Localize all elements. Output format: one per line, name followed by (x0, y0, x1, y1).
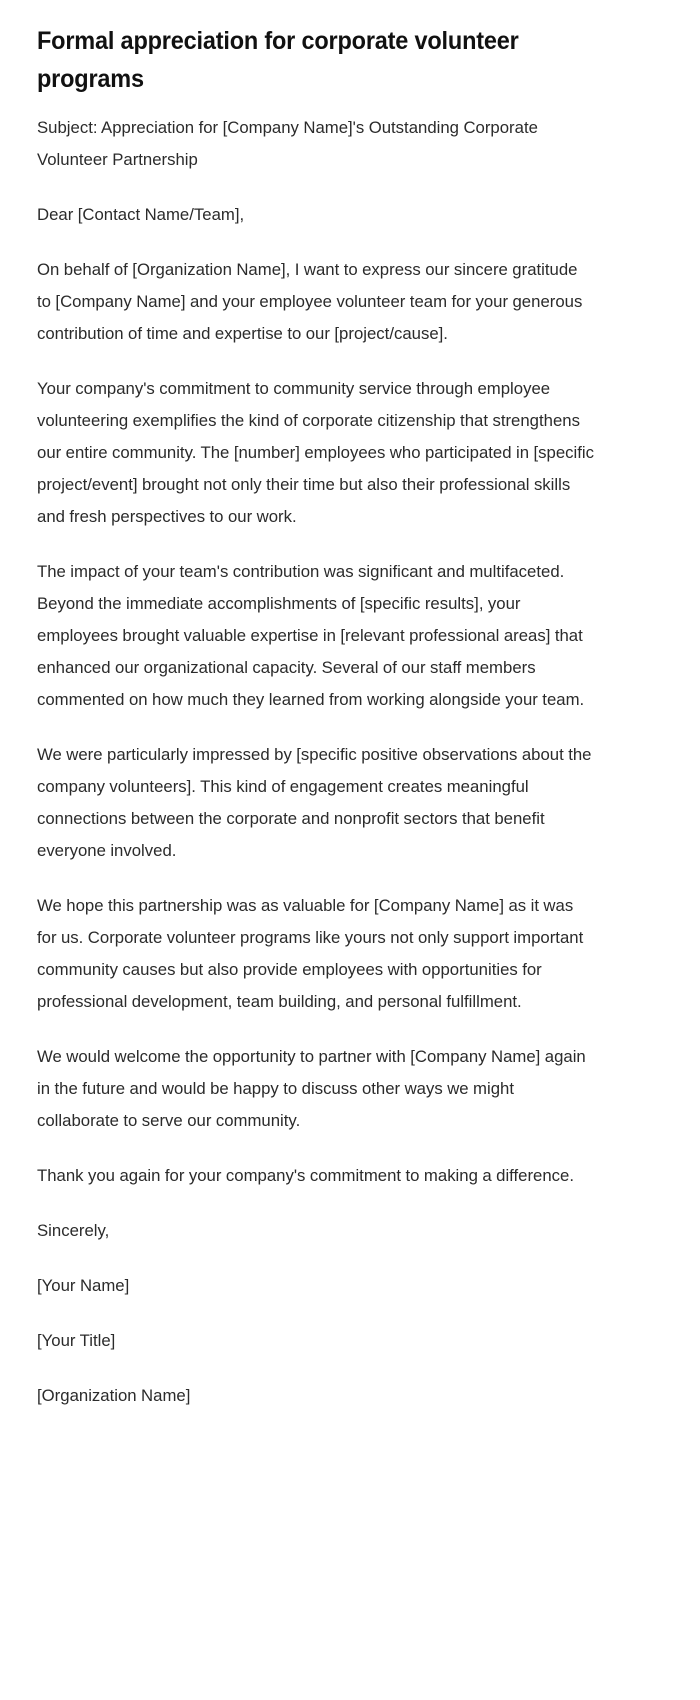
signature-title: [Your Title] (37, 1331, 116, 1350)
body-paragraph-4: We were particularly impressed by [specific positive observations about the company volunteers]. This kind of engagement creates meaningful connections between the corporate and nonprofit sectors that benefit everyone involved. (37, 745, 592, 860)
subject-line: Subject: Appreciation for [Company Name]'s Outstanding Corporate Volunteer Partnership (37, 118, 538, 169)
body-paragraph-6: We would welcome the opportunity to partner with [Company Name] again in the future and would be happy to discuss other ways we might collaborate to serve our community. (37, 1047, 586, 1130)
signature-name: [Your Name] (37, 1276, 130, 1295)
body-paragraph-3: The impact of your team's contribution was significant and multifaceted. Beyond the immediate accomplishments of [specific results], your employees brought valuable expertise in [relevant professional areas] that enhanced our organizational capacity. Several of our staff members commented on how much they learned from working alongside your team. (37, 562, 585, 709)
closing-thanks: Thank you again for your company's commitment to making a difference. (37, 1166, 575, 1185)
body-paragraph-1: On behalf of [Organization Name], I want to express our sincere gratitude to [Company Name] and your employee volunteer team for your generous contribution of time and expertise to our [project/cause]. (37, 260, 583, 343)
page-title: Formal appreciation for corporate volunteer programs (37, 27, 519, 93)
body-paragraph-5: We hope this partnership was as valuable for [Company Name] as it was for us. Corporate volunteer programs like yours not only support important community causes but also provide employees with opportunities for professional development, team building, and personal fulfillment. (37, 896, 584, 1011)
salutation: Dear [Contact Name/Team], (37, 205, 245, 224)
body-paragraph-2: Your company's commitment to community service through employee volunteering exemplifies the kind of corporate citizenship that strengthens our entire community. The [number] employees who participated in [specific project/event] brought not only their time but also their professional skills and fresh perspectives to our work. (37, 379, 594, 526)
sign-off: Sincerely, (37, 1221, 110, 1240)
signature-organization: [Organization Name] (37, 1386, 191, 1405)
